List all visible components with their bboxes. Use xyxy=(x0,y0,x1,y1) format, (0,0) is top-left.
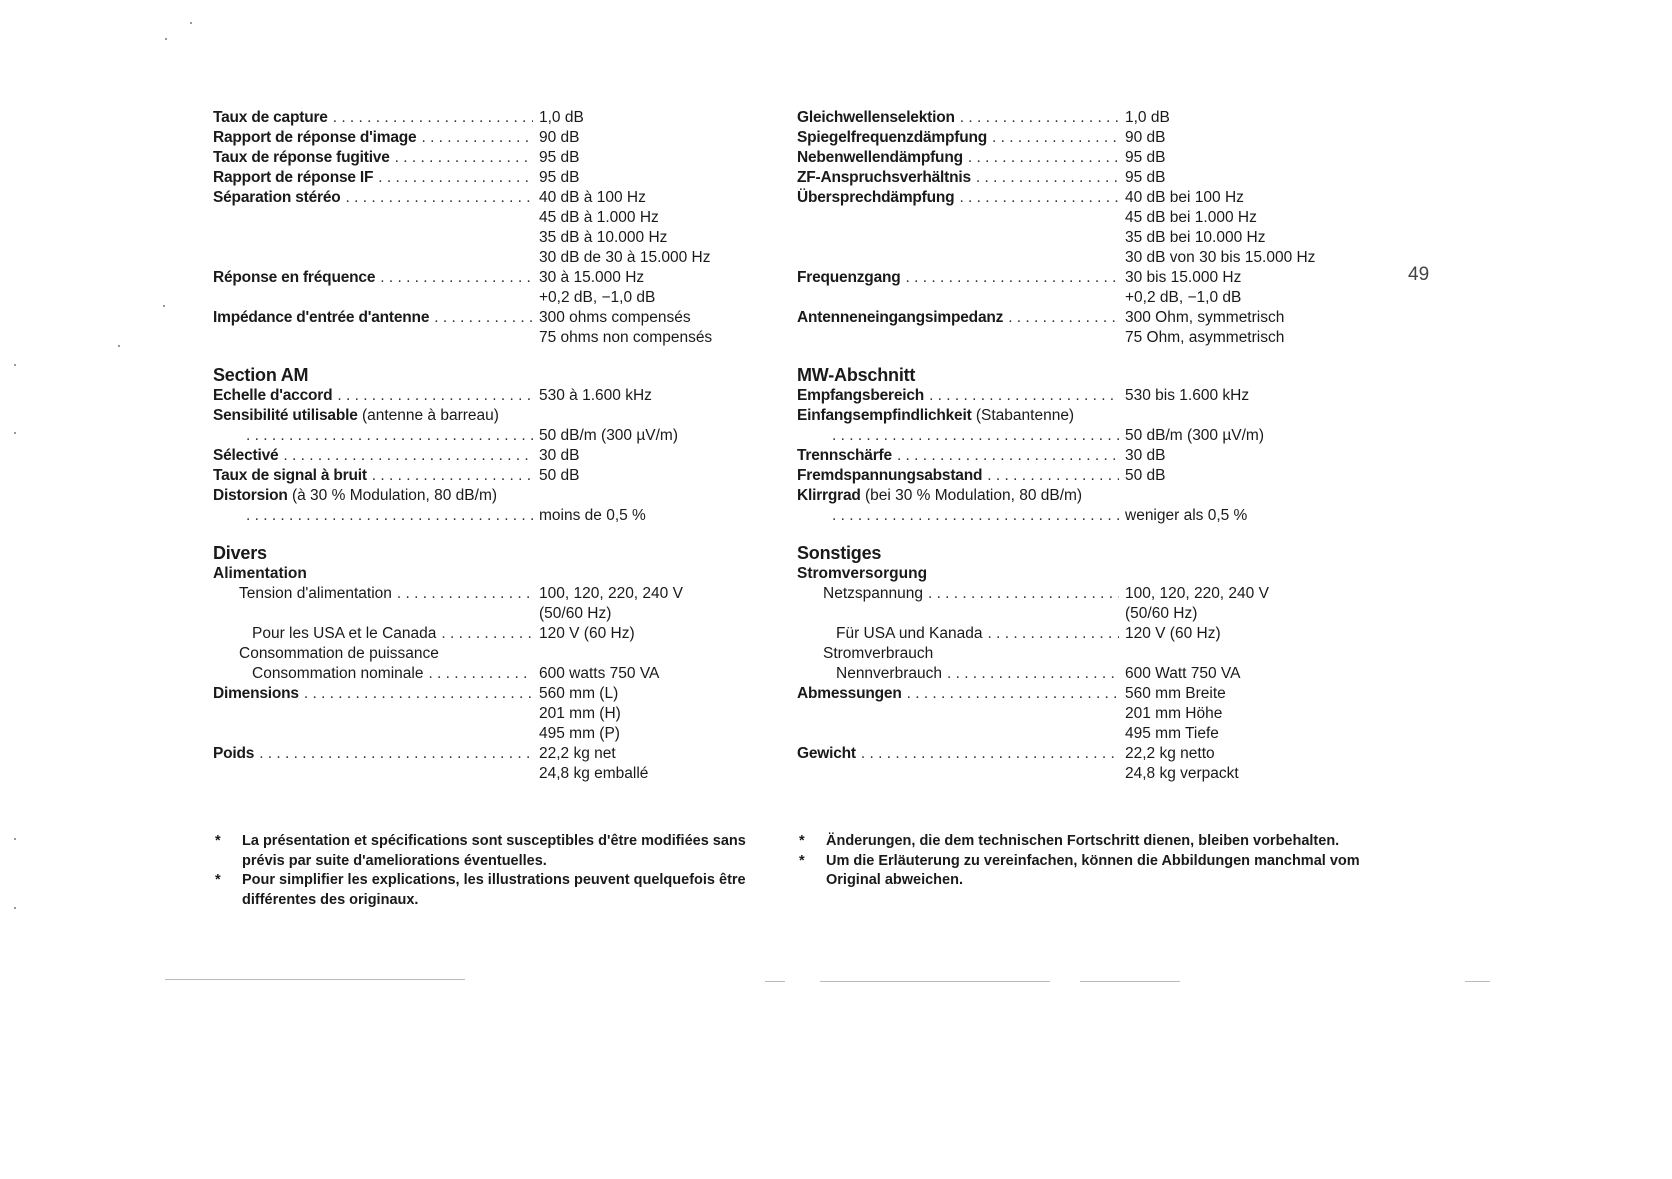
spec-value: 75 Ohm, asymmetrisch xyxy=(1125,329,1285,346)
spec-row xyxy=(797,764,1372,784)
spec-row xyxy=(213,406,788,426)
spec-row xyxy=(213,644,788,664)
spec-label: Taux de réponse fugitive xyxy=(213,149,390,166)
spec-value: 120 V (60 Hz) xyxy=(539,625,635,642)
german-notes xyxy=(797,832,1367,891)
note-item xyxy=(213,832,783,871)
section-heading-am: MW-Abschnitt xyxy=(797,365,916,385)
spec-value: 90 dB xyxy=(539,129,580,146)
french-specifications xyxy=(213,108,788,784)
spec-value: 22,2 kg netto xyxy=(1125,745,1215,762)
spec-label: Empfangsbereich xyxy=(797,387,925,404)
spec-label: Für USA und Kanada xyxy=(836,625,983,642)
spec-label: Spiegelfrequenzdämpfung xyxy=(797,129,988,146)
spec-label: Pour les USA et le Canada xyxy=(252,625,437,642)
spec-row xyxy=(797,446,1372,466)
spec-value: 600 Watt 750 VA xyxy=(1125,665,1241,682)
spec-value: 100, 120, 220, 240 V xyxy=(539,585,683,602)
spec-row xyxy=(797,248,1372,268)
spec-row xyxy=(797,108,1372,128)
spec-row xyxy=(213,128,788,148)
scan-speck xyxy=(14,907,16,909)
spec-row xyxy=(797,604,1372,624)
spec-row xyxy=(797,208,1372,228)
spec-value: 1,0 dB xyxy=(1125,109,1170,126)
spec-label: Einfangsempfindlichkeit xyxy=(797,407,972,424)
scan-speck xyxy=(14,432,16,434)
subheading-power: Alimentation xyxy=(213,565,307,582)
spec-value: 95 dB xyxy=(539,149,580,166)
spec-row xyxy=(213,426,788,446)
spec-label: Distorsion xyxy=(213,487,288,504)
spec-label: Impédance d'entrée d'antenne xyxy=(213,309,430,326)
spec-value: 45 dB à 1.000 Hz xyxy=(539,209,659,226)
spec-row xyxy=(213,268,788,288)
spec-label: Sélectivé xyxy=(213,447,279,464)
spec-label: Dimensions xyxy=(213,685,299,702)
spec-label: Tension d'alimentation xyxy=(239,585,392,602)
spec-value: 24,8 kg emballé xyxy=(539,765,649,782)
subheading-power: Stromversorgung xyxy=(797,565,928,582)
asterisk-icon: * xyxy=(215,833,221,849)
page-number: 49 xyxy=(1408,264,1430,285)
scan-speck xyxy=(163,305,165,307)
spec-label: Taux de signal à bruit xyxy=(213,467,367,484)
spec-value: 560 mm Breite xyxy=(1125,685,1226,702)
spec-label: Trennschärfe xyxy=(797,447,892,464)
spec-row xyxy=(797,148,1372,168)
note-text: Pour simplifier les explications, les illustrations peuvent quelquefois être différentes des originaux. xyxy=(242,872,746,908)
spec-row xyxy=(213,288,788,308)
spec-value: 530 bis 1.600 kHz xyxy=(1125,387,1250,404)
spec-label: Gewicht xyxy=(797,745,856,762)
spec-row xyxy=(213,584,788,604)
fm-spec-list xyxy=(797,108,1372,348)
asterisk-icon: * xyxy=(215,872,221,888)
spec-label: Übersprechdämpfung xyxy=(797,189,955,206)
spec-value: 495 mm (P) xyxy=(539,725,620,742)
spec-row xyxy=(213,308,788,328)
spec-value: 100, 120, 220, 240 V xyxy=(1125,585,1269,602)
scan-speck xyxy=(118,345,120,347)
note-item xyxy=(213,871,783,910)
section-heading-misc: Sonstiges xyxy=(797,543,882,563)
spec-row xyxy=(213,684,788,704)
note-text: Änderungen, die dem technischen Fortschritt dienen, bleiben vorbehalten. xyxy=(826,833,1340,849)
note-text: Um die Erläuterung zu vereinfachen, können die Abbildungen manchmal vom Original abweichen. xyxy=(826,852,1360,888)
spec-value: 95 dB xyxy=(1125,149,1166,166)
spec-row xyxy=(797,584,1372,604)
spec-row xyxy=(797,168,1372,188)
spec-value: 600 watts 750 VA xyxy=(539,665,660,682)
spec-label: Taux de capture xyxy=(213,109,328,126)
spec-value: 300 ohms compensés xyxy=(539,309,691,326)
scan-speck xyxy=(14,364,16,366)
scan-speck xyxy=(14,838,16,840)
spec-value: 30 dB de 30 à 15.000 Hz xyxy=(539,249,711,266)
spec-row xyxy=(213,506,788,526)
spec-row xyxy=(213,108,788,128)
spec-value: 50 dB xyxy=(1125,467,1166,484)
spec-row xyxy=(213,148,788,168)
spec-row xyxy=(213,604,788,624)
spec-row xyxy=(797,426,1372,446)
spec-label: Klirrgrad xyxy=(797,487,861,504)
spec-label: ZF-Anspruchsverhältnis xyxy=(797,169,971,186)
spec-value: 45 dB bei 1.000 Hz xyxy=(1125,209,1257,226)
spec-label: Stromverbrauch xyxy=(823,645,934,662)
section-heading-am: Section AM xyxy=(213,365,309,385)
spec-value: 30 à 15.000 Hz xyxy=(539,269,645,286)
asterisk-icon: * xyxy=(799,852,805,869)
spec-row xyxy=(213,446,788,466)
spec-row xyxy=(213,624,788,644)
spec-row xyxy=(213,208,788,228)
spec-label: Nebenwellendämpfung xyxy=(797,149,963,166)
spec-value: 35 dB à 10.000 Hz xyxy=(539,229,668,246)
spec-value: 201 mm (H) xyxy=(539,705,621,722)
spec-value: (50/60 Hz) xyxy=(1125,605,1198,622)
spec-value: weniger als 0,5 % xyxy=(1125,507,1248,524)
spec-row xyxy=(797,664,1372,684)
spec-value: 35 dB bei 10.000 Hz xyxy=(1125,229,1266,246)
spec-note: (bei 30 % Modulation, 80 dB/m) xyxy=(864,487,1083,504)
spec-value: 300 Ohm, symmetrisch xyxy=(1125,309,1285,326)
spec-row xyxy=(797,624,1372,644)
spec-note: (antenne à barreau) xyxy=(361,407,499,424)
spec-row xyxy=(797,724,1372,744)
spec-row xyxy=(797,308,1372,328)
spec-value: +0,2 dB, −1,0 dB xyxy=(539,289,656,306)
spec-label: Frequenzgang xyxy=(797,269,901,286)
spec-label: Réponse en fréquence xyxy=(213,269,376,286)
spec-row xyxy=(797,188,1372,208)
spec-label: Abmessungen xyxy=(797,685,902,702)
spec-row xyxy=(797,268,1372,288)
spec-label: Consommation nominale xyxy=(252,665,424,682)
scan-line xyxy=(765,981,785,982)
spec-value: (50/60 Hz) xyxy=(539,605,612,622)
spec-row xyxy=(213,188,788,208)
spec-row xyxy=(797,684,1372,704)
note-text: La présentation et spécifications sont susceptibles d'être modifiées sans prévis par suite d'ameliorations éventuelles. xyxy=(242,833,746,869)
spec-row xyxy=(797,406,1372,426)
spec-value: 50 dB xyxy=(539,467,580,484)
spec-row xyxy=(213,724,788,744)
spec-label: Echelle d'accord xyxy=(213,387,333,404)
spec-row xyxy=(213,248,788,268)
spec-row xyxy=(213,328,788,348)
spec-label: Rapport de réponse d'image xyxy=(213,129,417,146)
spec-value: 40 dB bei 100 Hz xyxy=(1125,189,1244,206)
spec-row xyxy=(797,486,1372,506)
spec-value: 90 dB xyxy=(1125,129,1166,146)
spec-row xyxy=(797,228,1372,248)
scan-line xyxy=(1465,981,1490,982)
spec-row xyxy=(797,466,1372,486)
spec-value: 530 à 1.600 kHz xyxy=(539,387,652,404)
spec-row xyxy=(797,744,1372,764)
spec-value: 22,2 kg net xyxy=(539,745,616,762)
spec-value: 495 mm Tiefe xyxy=(1125,725,1219,742)
spec-label: Rapport de réponse IF xyxy=(213,169,374,186)
spec-value: 560 mm (L) xyxy=(539,685,619,702)
spec-value: 30 bis 15.000 Hz xyxy=(1125,269,1242,286)
spec-row xyxy=(213,704,788,724)
spec-row xyxy=(213,486,788,506)
spec-value: 1,0 dB xyxy=(539,109,584,126)
german-specifications xyxy=(797,108,1372,784)
spec-value: +0,2 dB, −1,0 dB xyxy=(1125,289,1242,306)
spec-value: 120 V (60 Hz) xyxy=(1125,625,1221,642)
spec-value: moins de 0,5 % xyxy=(539,507,646,524)
note-item xyxy=(797,832,1367,852)
spec-value: 30 dB xyxy=(1125,447,1166,464)
spec-value: 50 dB/m (300 µV/m) xyxy=(1125,427,1265,444)
spec-label: Consommation de puissance xyxy=(239,645,439,662)
spec-value: 24,8 kg verpackt xyxy=(1125,765,1239,782)
spec-row xyxy=(213,764,788,784)
spec-row xyxy=(213,168,788,188)
spec-value: 75 ohms non compensés xyxy=(539,329,713,346)
spec-row xyxy=(213,466,788,486)
spec-note: (Stabantenne) xyxy=(975,407,1075,424)
spec-label: Sensibilité utilisable xyxy=(213,407,358,424)
scan-speck xyxy=(190,22,192,24)
spec-value: 95 dB xyxy=(539,169,580,186)
spec-value: 30 dB von 30 bis 15.000 Hz xyxy=(1125,249,1316,266)
spec-row xyxy=(213,386,788,406)
spec-row xyxy=(797,288,1372,308)
asterisk-icon: * xyxy=(799,833,805,849)
spec-row xyxy=(797,704,1372,724)
spec-value: 201 mm Höhe xyxy=(1125,705,1223,722)
section-heading-misc: Divers xyxy=(213,543,267,563)
spec-row xyxy=(797,644,1372,664)
spec-value: 30 dB xyxy=(539,447,580,464)
spec-value: 40 dB à 100 Hz xyxy=(539,189,646,206)
spec-row xyxy=(213,664,788,684)
spec-label: Antenneneingangsimpedanz xyxy=(797,309,1004,326)
spec-value: 95 dB xyxy=(1125,169,1166,186)
scan-line xyxy=(165,979,465,980)
spec-row xyxy=(797,506,1372,526)
scan-line xyxy=(1080,981,1180,982)
spec-note: (à 30 % Modulation, 80 dB/m) xyxy=(291,487,498,504)
spec-row xyxy=(797,328,1372,348)
spec-label: Netzspannung xyxy=(823,585,923,602)
spec-row xyxy=(213,744,788,764)
spec-label: Nennverbrauch xyxy=(836,665,942,682)
scan-speck xyxy=(165,38,167,40)
spec-label: Séparation stéréo xyxy=(213,189,341,206)
spec-label: Poids xyxy=(213,745,255,762)
spec-row xyxy=(797,386,1372,406)
spec-row xyxy=(797,128,1372,148)
spec-label: Gleichwellenselektion xyxy=(797,109,955,126)
spec-row xyxy=(213,228,788,248)
french-notes xyxy=(213,832,783,910)
spec-value: 50 dB/m (300 µV/m) xyxy=(539,427,679,444)
scan-line xyxy=(820,981,1050,982)
note-item xyxy=(797,852,1367,891)
spec-label: Fremdspannungsabstand xyxy=(797,467,983,484)
fm-spec-list xyxy=(213,108,788,348)
